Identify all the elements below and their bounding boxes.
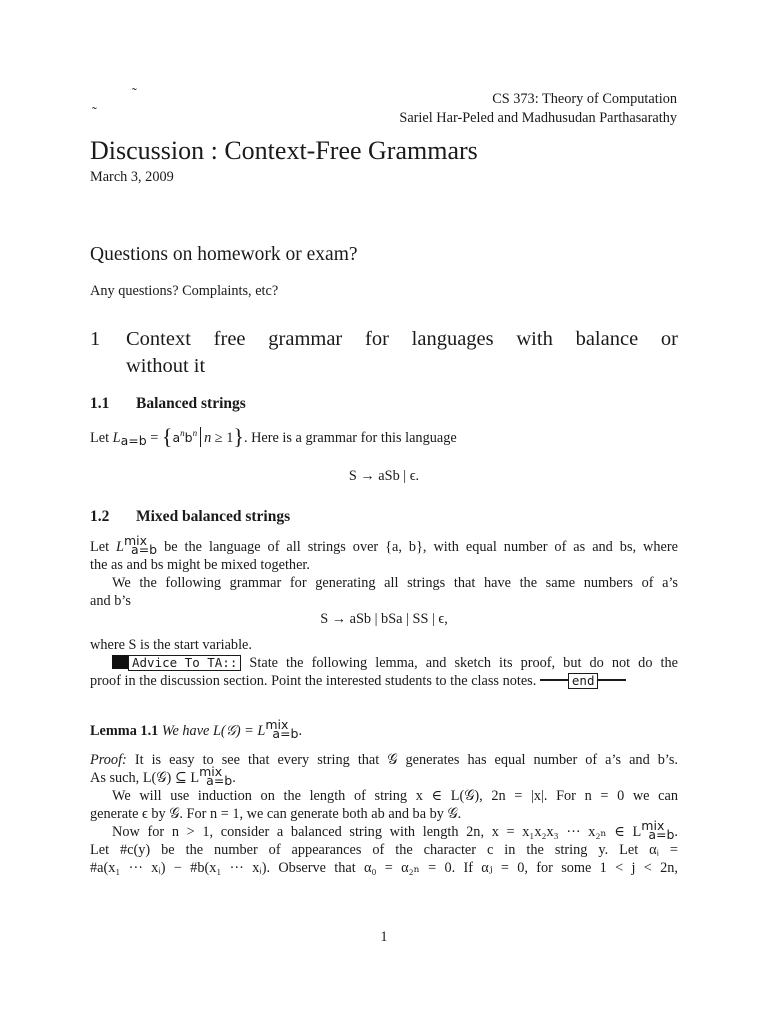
grammar-intro-line-1: We the following grammar for generating all strings that have the same numbers of a’s [112,575,678,591]
questions-body: Any questions? Complaints, etc? [90,283,279,299]
proof-line-5: Now for n > 1, consider a balanced string with length 2n, x = x₁x₂x₃ ··· x₂ₙ ∈ $L^{mix}_{a=b}$. [112,818,678,842]
proof-text-2: As such, L(𝒢) ⊆ L [90,770,200,786]
grammar-intro [90,574,678,610]
lemma-statement: We have L(𝒢) = L [161,723,266,739]
mixed-paragraph-line-1: Let $L^{mix}_{a=b}$ be the language of all strings over {a, b}, with equal number of as and bs, where [90,533,678,557]
proof-line-2: As such, L(𝒢) ⊆ $L^{mix}_{a=b}$. [90,764,236,788]
advice-text-1: State the following lemma, and sketch its proof, but do not do the [249,655,678,671]
lemma-label: Lemma 1.1 [90,723,159,739]
language-definition-suffix: . Here is a grammar for this language [243,430,457,446]
proof-line-1: Proof: It is easy to see that every string that 𝒢 generates has equal number of a’s and b’s. [90,752,678,768]
mixed-paragraph-rest: be the language of all strings over {a, b}, with equal number of as and bs, where [157,539,678,555]
advice-paragraph [90,654,678,690]
proof [90,751,678,877]
page-title: Discussion : Context-Free Grammars [90,136,478,165]
section-number: 1 [90,328,101,350]
section-title-line-2: without it [126,355,206,377]
subsection-title: Mixed balanced strings [136,508,291,525]
advice-line-1 [90,654,678,672]
header-tilde-2: ˜ [92,105,97,121]
end-label: end [568,673,599,689]
mixed-paragraph [90,533,678,574]
advice-line-2 [90,672,678,690]
language-definition: Let $L_{a=b} = \{a^nb^n$ n ≥ 1}. Here is a grammar for this language [90,424,457,449]
proof-line-3: We will use induction on the length of string x ∈ L(𝒢), 2n = |x|. For n = 0 we can [112,788,678,804]
mixed-paragraph-line-2: the as and bs might be mixed together. [90,557,310,573]
advice-text-2: proof in the discussion section. Point the interested students to the class notes. [90,673,537,689]
end-rule-right [598,679,626,681]
end-rule-left [540,679,568,681]
proof-text-1: It is easy to see that every string that 𝒢 generates has equal number of a’s and b’s. [134,752,678,768]
page-number: 1 [380,929,388,945]
subsection-number: 1.2 [90,508,110,525]
proof-line-4: generate ϵ by 𝒢. For n = 1, we can generate both ab and ba by 𝒢. [90,806,462,822]
proof-text-5: Now for n > 1, consider a balanced string with length 2n, x = x₁x₂x₃ ··· x₂ₙ ∈ L [112,824,642,840]
section-title [126,326,678,380]
advice-marker [112,655,128,669]
date: March 3, 2009 [90,169,174,185]
grammar-balanced: S → aSb | ϵ. [348,468,420,484]
start-variable-note: where S is the start variable. [90,637,252,653]
header-authors: Sariel Har-Peled and Madhusudan Parthasarathy [399,110,677,126]
subsection-number: 1.1 [90,395,110,412]
grammar-intro-line-2: and b’s [90,593,131,609]
questions-heading: Questions on homework or exam? [90,244,358,265]
section-title-line-1: Context free grammar for languages with balance or [126,328,678,350]
grammar-mixed: S → aSb | bSa | SS | ϵ, [320,611,448,627]
lemma: Lemma 1.1 We have L(𝒢) = $L^{mix}_{a=b}$. [90,717,303,741]
advice-label: Advice To TA:: [128,655,241,671]
proof-line-7: #a(x₁ ··· xᵢ) − #b(x₁ ··· xᵢ). Observe that α₀ = α₂ₙ = 0. If αⱼ = 0, for some 1 < j < 2n, [90,860,678,876]
subsection-title: Balanced strings [136,395,246,412]
header-course: CS 373: Theory of Computation [492,91,677,107]
header-tilde-1: ˜ [132,86,137,102]
proof-line-6: Let #c(y) be the number of appearances of the character c in the string y. Let αᵢ = [90,842,678,858]
